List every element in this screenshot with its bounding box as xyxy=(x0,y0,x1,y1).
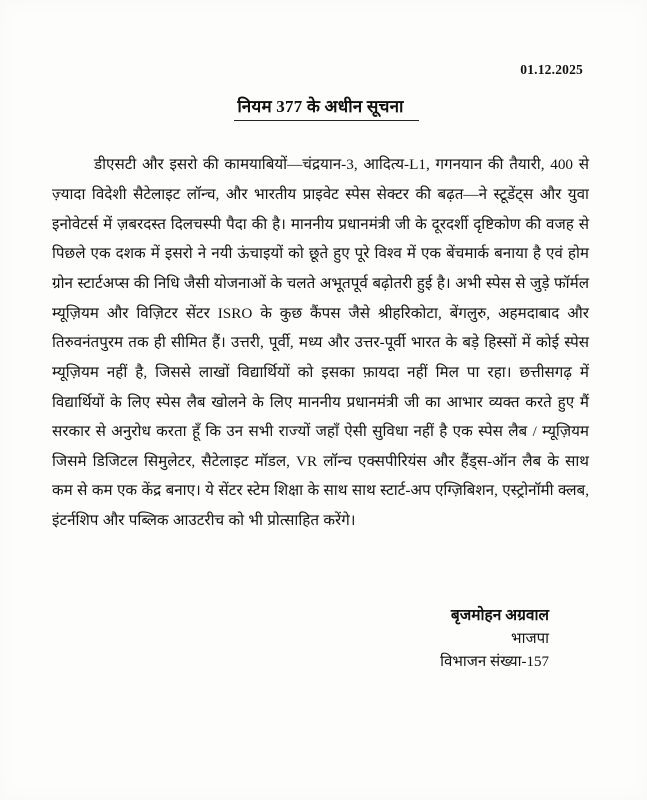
title-underline xyxy=(234,120,419,121)
page-title: नियम 377 के अधीन सूचना xyxy=(237,97,404,116)
signature-block xyxy=(52,604,589,675)
signatory-name: बृजमोहन अग्रवाल xyxy=(450,606,549,624)
document-body: डीएसटी और इसरो की कामयाबियों—चंद्रयान-3, आदित्य-L1, गगनयान की तैयारी, 400 से ज़्यादा विदेशी सैटेलाइट लॉन्च, और भारतीय प्राइवेट स्पेस सेक्टर की बढ़त—ने स्टूडेंट्स और युवा इनोवेटर्स में ज़बरदस्त दिलचस्पी पैदा की है। माननीय प्रधानमंत्री जी के दूरदर्शी दृष्टिकोण की वजह से पिछले एक दशक में इसरो ने नयी ऊंचाइयों को छूते हुए पूरे विश्व में एक बेंचमार्क बनाया है एवं होम ग्रोन स्टार्टअप्स की निधि जैसी योजनाओं के चलते अभूतपूर्व बढ़ोतरी हुई है। अभी स्पेस से जुड़े फॉर्मल म्यूज़ियम और विज़िटर सेंटर ISRO के कुछ कैंपस जैसे श्रीहरिकोटा, बेंगलुरु, अहमदाबाद और तिरुवनंतपुरम तक ही सीमित हैं। उत्तरी, पूर्वी, मध्य और उत्तर-पूर्वी भारत के बड़े हिस्सों में कोई स्पेस म्यूज़ियम नहीं है, जिससे लाखों विद्यार्थियों को इसका फ़ायदा नहीं मिल पा रहा। छत्तीसगढ़ में विद्यार्थियों के लिए स्पेस लैब खोलने के लिए माननीय प्रधानमंत्री जी का आभार व्यक्त करते हुए मैं सरकार से अनुरोध करता हूँ कि उन सभी राज्यों जहाँ ऐसी सुविधा नहीं है एक स्पेस लैब / म्यूज़ियम जिसमे डिजिटल सिमुलेटर, सैटेलाइट मॉडल, VR लॉन्च एक्सपीरियंस और हैंड्स-ऑन लैब के साथ कम से कम एक केंद्र बनाए। ये सेंटर स्टेम शिक्षा के साथ साथ स्टार्ट-अप एग्ज़िबिशन, एस्ट्रोनॉमी क्लब, इंटर्नशिप और पब्लिक आउटरीच को भी प्रोत्साहित करेंगे। xyxy=(52,156,589,530)
signatory-division: विभाजन संख्या-157 xyxy=(440,653,549,670)
signatory-party: भाजपा xyxy=(511,630,549,647)
document-date: 01.12.2025 xyxy=(520,62,583,77)
